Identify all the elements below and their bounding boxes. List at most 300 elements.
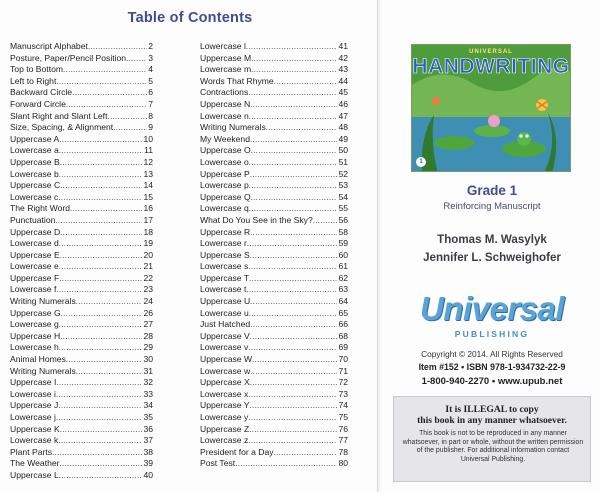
toc-entry-page: 73: [338, 388, 348, 399]
toc-dot-leader: [59, 145, 143, 157]
toc-entry-label: Lowercase t: [200, 284, 247, 295]
toc-entry: [10, 250, 153, 262]
toc-entry-label: President for a Day: [200, 446, 274, 457]
toc-entry: [200, 53, 348, 65]
toc-entry-page: 71: [338, 365, 348, 376]
toc-entry-label: Posture, Paper/Pencil Position: [10, 52, 127, 63]
toc-entry-label: Uppercase A: [10, 133, 60, 144]
toc-dot-leader: [252, 354, 337, 366]
toc-dot-leader: [76, 366, 143, 378]
toc-dot-leader: [249, 203, 338, 215]
toc-entry-page: 30: [143, 354, 153, 365]
toc-entry-label: Uppercase B: [10, 156, 60, 167]
toc-entry: [10, 238, 153, 250]
toc-entry-page: 26: [143, 307, 153, 318]
toc-entry-page: 22: [143, 272, 153, 283]
toc-entry-label: Uppercase I: [10, 377, 57, 388]
toc-entry: [200, 192, 348, 204]
toc-entry-page: 34: [143, 400, 153, 411]
toc-entry: [200, 203, 348, 215]
toc-entry: [10, 389, 153, 401]
toc-entry-page: 68: [338, 330, 348, 341]
toc-dot-leader: [55, 215, 142, 227]
toc-dot-leader: [250, 377, 338, 389]
toc-entry-label: Slant Right and Slant Left: [10, 110, 108, 121]
toc-entry-page: 69: [338, 342, 348, 353]
toc-entry: [200, 389, 348, 401]
toc-entry-page: 35: [143, 412, 153, 422]
toc-dot-leader: [66, 99, 147, 111]
toc-dot-leader: [248, 412, 337, 424]
toc-entry-label: Uppercase J: [10, 400, 59, 411]
toc-entry-label: Uppercase L: [10, 469, 59, 480]
toc-entry-page: 11: [144, 145, 153, 156]
toc-entry-page: 17: [143, 214, 153, 225]
copyright-notice: Copyright © 2014. All Rights Reserved: [421, 349, 563, 359]
toc-entry-page: 62: [338, 272, 348, 283]
toc-entry-label: Just Hatched: [200, 319, 251, 330]
toc-entry: [10, 261, 153, 273]
toc-entry-label: Uppercase Z: [200, 423, 250, 434]
toc-dot-leader: [107, 111, 147, 123]
toc-entry-label: Uppercase V: [200, 330, 250, 341]
toc-entry-label: Uppercase F: [10, 272, 60, 283]
toc-entry: [200, 111, 348, 123]
toc-entry: [10, 447, 153, 459]
toc-entry-page: 33: [143, 388, 153, 399]
toc-entry: [10, 64, 153, 76]
toc-entry-page: 40: [143, 469, 153, 480]
toc-entry-label: Uppercase D: [10, 226, 61, 237]
toc-entry: [10, 470, 153, 482]
toc-dot-leader: [251, 64, 337, 76]
toc-entry-label: Writing Numerals: [10, 365, 76, 376]
toc-entry-label: Lowercase c: [10, 191, 59, 202]
item-isbn-line: Item #152 • ISBN 978-1-934732-22-9: [418, 362, 566, 372]
toc-entry: [200, 157, 348, 169]
toc-entry: [200, 215, 348, 227]
toc-entry-page: 5: [148, 75, 153, 86]
toc-dot-leader: [266, 122, 338, 134]
toc-dot-leader: [52, 447, 142, 459]
toc-entry-label: Lowercase z: [200, 435, 249, 446]
toc-dot-leader: [248, 87, 337, 99]
toc-dot-leader: [59, 238, 143, 250]
toc-entry: [200, 180, 348, 192]
toc-dot-leader: [274, 447, 338, 459]
toc-entry-page: 14: [143, 180, 153, 191]
toc-entry-page: 20: [143, 249, 153, 260]
toc-entry: [200, 134, 348, 146]
toc-entry-page: 50: [338, 145, 348, 156]
toc-entry: [10, 424, 153, 436]
toc-entry-page: 51: [338, 156, 348, 167]
toc-dot-leader: [248, 261, 337, 273]
toc-entry-label: Lowercase m: [200, 64, 252, 75]
toc-entry: [10, 87, 153, 99]
toc-entry-label: Lowercase i: [10, 388, 56, 399]
toc-dot-leader: [59, 342, 143, 354]
toc-entry: [200, 342, 348, 354]
toc-entry: [200, 99, 348, 111]
grade-heading: Grade 1: [466, 183, 518, 198]
toc-entry: [10, 180, 153, 192]
toc-entry: [200, 261, 348, 273]
legal-notice-title: [394, 404, 590, 426]
toc-dot-leader: [56, 389, 143, 401]
toc-entry-label: Top to Bottom: [10, 64, 64, 75]
toc-entry-label: Lowercase g: [10, 319, 59, 330]
toc-entry: [200, 76, 348, 88]
toc-entry: [10, 308, 153, 320]
toc-dot-leader: [56, 412, 143, 424]
toc-dot-leader: [250, 400, 338, 412]
toc-entry-page: 24: [143, 296, 153, 307]
toc-entry-label: Lowercase p: [200, 180, 249, 191]
toc-entry: [10, 377, 153, 389]
toc-dot-leader: [60, 250, 143, 262]
toc-dot-leader: [58, 400, 142, 412]
toc-entry-label: Writing Numerals: [10, 296, 76, 307]
toc-entry-label: Words That Rhyme: [200, 75, 274, 86]
toc-entry-label: Contractions: [200, 87, 249, 98]
toc-entry: [10, 157, 153, 169]
toc-entry: [10, 319, 153, 331]
toc-entry: [200, 273, 348, 285]
toc-entry-label: Uppercase C: [10, 180, 61, 191]
toc-dot-leader: [251, 192, 338, 204]
toc-dot-leader: [58, 435, 142, 447]
toc-entry: [200, 145, 348, 157]
toc-entry-page: 63: [338, 284, 348, 295]
toc-entry: [200, 284, 348, 296]
toc-entry-label: Uppercase U: [200, 296, 251, 307]
toc-entry-label: Lowercase e: [10, 261, 59, 272]
page-divider-shadow: [378, 0, 382, 492]
toc-entry: [10, 111, 153, 123]
toc-entry: [200, 169, 348, 181]
toc-entry-page: 2: [148, 41, 153, 51]
toc-entry-label: Backward Circle: [10, 87, 73, 98]
toc-entry: [10, 296, 153, 308]
toc-entry-page: 55: [338, 203, 348, 214]
toc-entry: [10, 227, 153, 239]
toc-entry-page: 41: [338, 41, 348, 51]
toc-dot-leader: [249, 308, 338, 320]
toc-entry-page: 28: [143, 330, 153, 341]
toc-entry-page: 46: [338, 98, 348, 109]
toc-entry-page: 4: [148, 64, 153, 75]
publisher-logo-subtitle: PUBLISHING: [454, 329, 530, 339]
toc-dot-leader: [246, 41, 338, 53]
toc-dot-leader: [249, 111, 338, 123]
toc-entry: [200, 377, 348, 389]
toc-entry-page: 10: [143, 133, 153, 144]
toc-entry-label: Lowercase j: [10, 412, 56, 422]
toc-entry: [10, 215, 153, 227]
toc-dot-leader: [250, 296, 337, 308]
toc-entry-page: 9: [148, 122, 153, 133]
toc-entry-label: Uppercase O: [200, 145, 251, 156]
toc-entry: [200, 354, 348, 366]
toc-entry-label: Lowercase x: [200, 388, 249, 399]
toc-dot-leader: [250, 250, 338, 262]
toc-dot-leader: [60, 331, 142, 343]
toc-entry-page: 38: [143, 446, 153, 457]
toc-dot-leader: [247, 238, 338, 250]
toc-entry-label: Lowercase y: [200, 412, 249, 422]
toc-entry-page: 32: [143, 377, 153, 388]
toc-dot-leader: [59, 261, 143, 273]
toc-entry-page: 78: [338, 446, 348, 457]
toc-title: Table of Contents: [127, 10, 253, 26]
toc-entry-page: 7: [148, 98, 153, 109]
toc-dot-leader: [235, 458, 337, 470]
toc-dot-leader: [126, 53, 147, 65]
book-cover-image: [411, 44, 571, 172]
toc-dot-leader: [70, 203, 142, 215]
publisher-logo: Universal: [419, 290, 565, 327]
toc-entry-label: Uppercase K: [10, 423, 60, 434]
toc-entry: [200, 412, 348, 424]
toc-entry-page: 65: [338, 307, 348, 318]
legal-title-line: It is ILLEGAL to copy: [445, 404, 539, 415]
toc-column-left: [10, 41, 153, 482]
toc-entry-page: 76: [338, 423, 348, 434]
toc-entry-page: 77: [338, 435, 348, 446]
toc-dot-leader: [251, 145, 338, 157]
toc-dot-leader: [72, 87, 147, 99]
toc-entry-page: 27: [143, 319, 153, 330]
toc-entry-label: Lowercase u: [200, 307, 249, 318]
toc-entry: [10, 76, 153, 88]
toc-entry-page: 23: [143, 284, 153, 295]
toc-dot-leader: [249, 273, 337, 285]
toc-dot-leader: [313, 215, 338, 227]
toc-entry-page: 61: [338, 261, 348, 272]
toc-dot-leader: [60, 227, 142, 239]
toc-entry-page: 31: [143, 365, 153, 376]
toc-entry-page: 3: [148, 52, 153, 63]
toc-dot-leader: [250, 99, 337, 111]
toc-entry: [200, 296, 348, 308]
author-name: Jennifer L. Schweighofer: [423, 251, 561, 264]
toc-entry-label: Lowercase l: [200, 41, 246, 51]
toc-entry-label: Uppercase P: [200, 168, 250, 179]
toc-entry-page: 36: [143, 423, 153, 434]
toc-entry-page: 72: [338, 377, 348, 388]
toc-entry-page: 16: [143, 203, 153, 214]
toc-dot-leader: [246, 284, 337, 296]
toc-dot-leader: [59, 134, 142, 146]
toc-entry-page: 49: [338, 133, 348, 144]
toc-entry-page: 75: [338, 412, 348, 422]
toc-entry: [10, 53, 153, 65]
toc-dot-leader: [66, 354, 143, 366]
toc-dot-leader: [61, 308, 143, 320]
toc-dot-leader: [248, 389, 337, 401]
toc-entry-page: 42: [338, 52, 348, 63]
author-name: Thomas M. Wasylyk: [437, 233, 547, 246]
toc-entry: [200, 87, 348, 99]
legal-notice-body: This book is not to be reproduced in any manner whatsoever, in part or whole, without the written permission of the publisher. For additional information contact Universal Publishing.: [402, 430, 584, 463]
toc-entry-page: 18: [143, 226, 153, 237]
toc-entry-label: My Weekend: [200, 133, 250, 144]
toc-dot-leader: [250, 227, 337, 239]
toc-entry: [200, 64, 348, 76]
toc-entry: [200, 41, 348, 53]
toc-entry: [200, 319, 348, 331]
product-subtitle: Reinforcing Manuscript: [443, 201, 541, 212]
toc-entry: [10, 412, 153, 424]
toc-entry-label: Manuscript Alphabet: [10, 41, 88, 51]
toc-entry-label: Lowercase a: [10, 145, 59, 156]
toc-entry: [200, 308, 348, 320]
toc-entry-label: Uppercase E: [10, 249, 60, 260]
toc-dot-leader: [250, 331, 338, 343]
toc-entry-page: 12: [143, 156, 153, 167]
toc-entry-page: 59: [338, 238, 348, 249]
toc-entry: [200, 366, 348, 378]
toc-entry: [10, 134, 153, 146]
toc-entry-page: 45: [338, 87, 348, 98]
toc-entry-label: Uppercase S: [200, 249, 250, 260]
toc-dot-leader: [60, 458, 143, 470]
toc-entry-label: Lowercase b: [10, 168, 59, 179]
toc-dot-leader: [250, 169, 338, 181]
toc-dot-leader: [59, 470, 143, 482]
toc-entry-label: Size, Spacing, & Alignment: [10, 122, 114, 133]
toc-entry: [10, 331, 153, 343]
toc-entry-page: 44: [338, 75, 348, 86]
toc-entry-page: 70: [338, 354, 348, 365]
toc-entry-label: Lowercase v: [200, 342, 249, 353]
toc-entry: [200, 458, 348, 470]
toc-entry-label: Uppercase G: [10, 307, 61, 318]
toc-entry-label: Left to Right: [10, 75, 57, 86]
toc-dot-leader: [60, 180, 142, 192]
toc-entry-label: Uppercase X: [200, 377, 250, 388]
toc-entry-page: 19: [143, 238, 153, 249]
toc-entry: [200, 227, 348, 239]
toc-dot-leader: [88, 41, 147, 53]
toc-entry-label: Writing Numerals: [200, 122, 266, 133]
toc-entry-label: Lowercase w: [200, 365, 251, 376]
toc-entry-label: Uppercase Q: [200, 191, 251, 202]
toc-dot-leader: [56, 76, 147, 88]
toc-entry-page: 39: [143, 458, 153, 469]
toc-entry: [200, 250, 348, 262]
toc-entry-label: Uppercase N: [200, 98, 251, 109]
toc-entry-label: Lowercase d: [10, 238, 59, 249]
cover-brand-text: UNIVERSAL: [469, 49, 513, 55]
toc-dot-leader: [250, 366, 337, 378]
toc-entry-page: 64: [338, 296, 348, 307]
toc-entry-label: Plant Parts: [10, 446, 53, 457]
toc-entry-page: 8: [148, 110, 153, 121]
toc-dot-leader: [63, 64, 147, 76]
contact-line: 1-800-940-2270 • www.upub.net: [421, 376, 563, 387]
toc-entry-page: 66: [338, 319, 348, 330]
toc-entry: [200, 447, 348, 459]
toc-entry-page: 15: [143, 191, 153, 202]
toc-dot-leader: [249, 180, 338, 192]
toc-entry: [10, 342, 153, 354]
toc-entry-label: Post Test: [200, 458, 236, 469]
toc-entry-label: Lowercase q: [200, 203, 249, 214]
toc-entry: [200, 400, 348, 412]
toc-entry-label: Uppercase Y: [200, 400, 250, 411]
toc-entry: [10, 99, 153, 111]
toc-entry-page: 37: [143, 435, 153, 446]
toc-entry: [200, 435, 348, 447]
toc-entry-label: Lowercase k: [10, 435, 59, 446]
toc-entry: [200, 238, 348, 250]
toc-entry-page: 13: [143, 168, 153, 179]
legal-notice-box: [393, 396, 591, 482]
toc-dot-leader: [249, 157, 338, 169]
toc-entry-page: 58: [338, 226, 348, 237]
toc-entry-label: Lowercase r: [200, 238, 247, 249]
toc-entry-label: Lowercase f: [10, 284, 57, 295]
toc-entry-label: Lowercase o: [200, 156, 249, 167]
toc-entry-label: The Right Word: [10, 203, 71, 214]
toc-entry-page: 43: [338, 64, 348, 75]
toc-entry-page: 74: [338, 400, 348, 411]
toc-dot-leader: [56, 284, 142, 296]
toc-entry: [10, 400, 153, 412]
toc-entry: [10, 122, 153, 134]
toc-entry: [10, 435, 153, 447]
toc-entry: [10, 366, 153, 378]
toc-entry-label: Uppercase M: [200, 52, 252, 63]
toc-dot-leader: [59, 169, 143, 181]
toc-dot-leader: [59, 319, 143, 331]
toc-entry-page: 21: [143, 261, 153, 272]
toc-entry-label: Lowercase h: [10, 342, 59, 353]
toc-entry-label: What Do You See in the Sky?: [200, 214, 313, 225]
toc-column-right: [200, 41, 348, 470]
toc-entry-label: Forward Circle: [10, 98, 66, 109]
toc-entry: [200, 331, 348, 343]
toc-dot-leader: [248, 342, 337, 354]
toc-entry-label: Uppercase T: [200, 272, 250, 283]
toc-dot-leader: [58, 192, 142, 204]
toc-entry-page: 56: [338, 214, 348, 225]
toc-entry-page: 48: [338, 122, 348, 133]
toc-entry-label: Lowercase n: [200, 110, 249, 121]
legal-title-line: this book in any manner whatsoever.: [417, 415, 567, 426]
toc-dot-leader: [60, 424, 143, 436]
toc-dot-leader: [113, 122, 147, 134]
cover-grade-badge: 1: [416, 157, 426, 167]
toc-entry: [10, 284, 153, 296]
toc-dot-leader: [76, 296, 143, 308]
toc-dot-leader: [59, 273, 142, 285]
toc-dot-leader: [251, 53, 337, 65]
cover-title-text: HANDWRITING: [412, 55, 570, 78]
toc-entry-page: 29: [143, 342, 153, 353]
toc-entry-label: Uppercase R: [200, 226, 251, 237]
toc-entry: [10, 458, 153, 470]
toc-entry: [200, 122, 348, 134]
toc-entry-page: 52: [338, 168, 348, 179]
toc-dot-leader: [249, 424, 337, 436]
toc-entry-page: 60: [338, 249, 348, 260]
toc-entry-label: Lowercase s: [200, 261, 249, 272]
toc-entry-label: The Weather: [10, 458, 60, 469]
toc-entry-page: 47: [338, 110, 348, 121]
